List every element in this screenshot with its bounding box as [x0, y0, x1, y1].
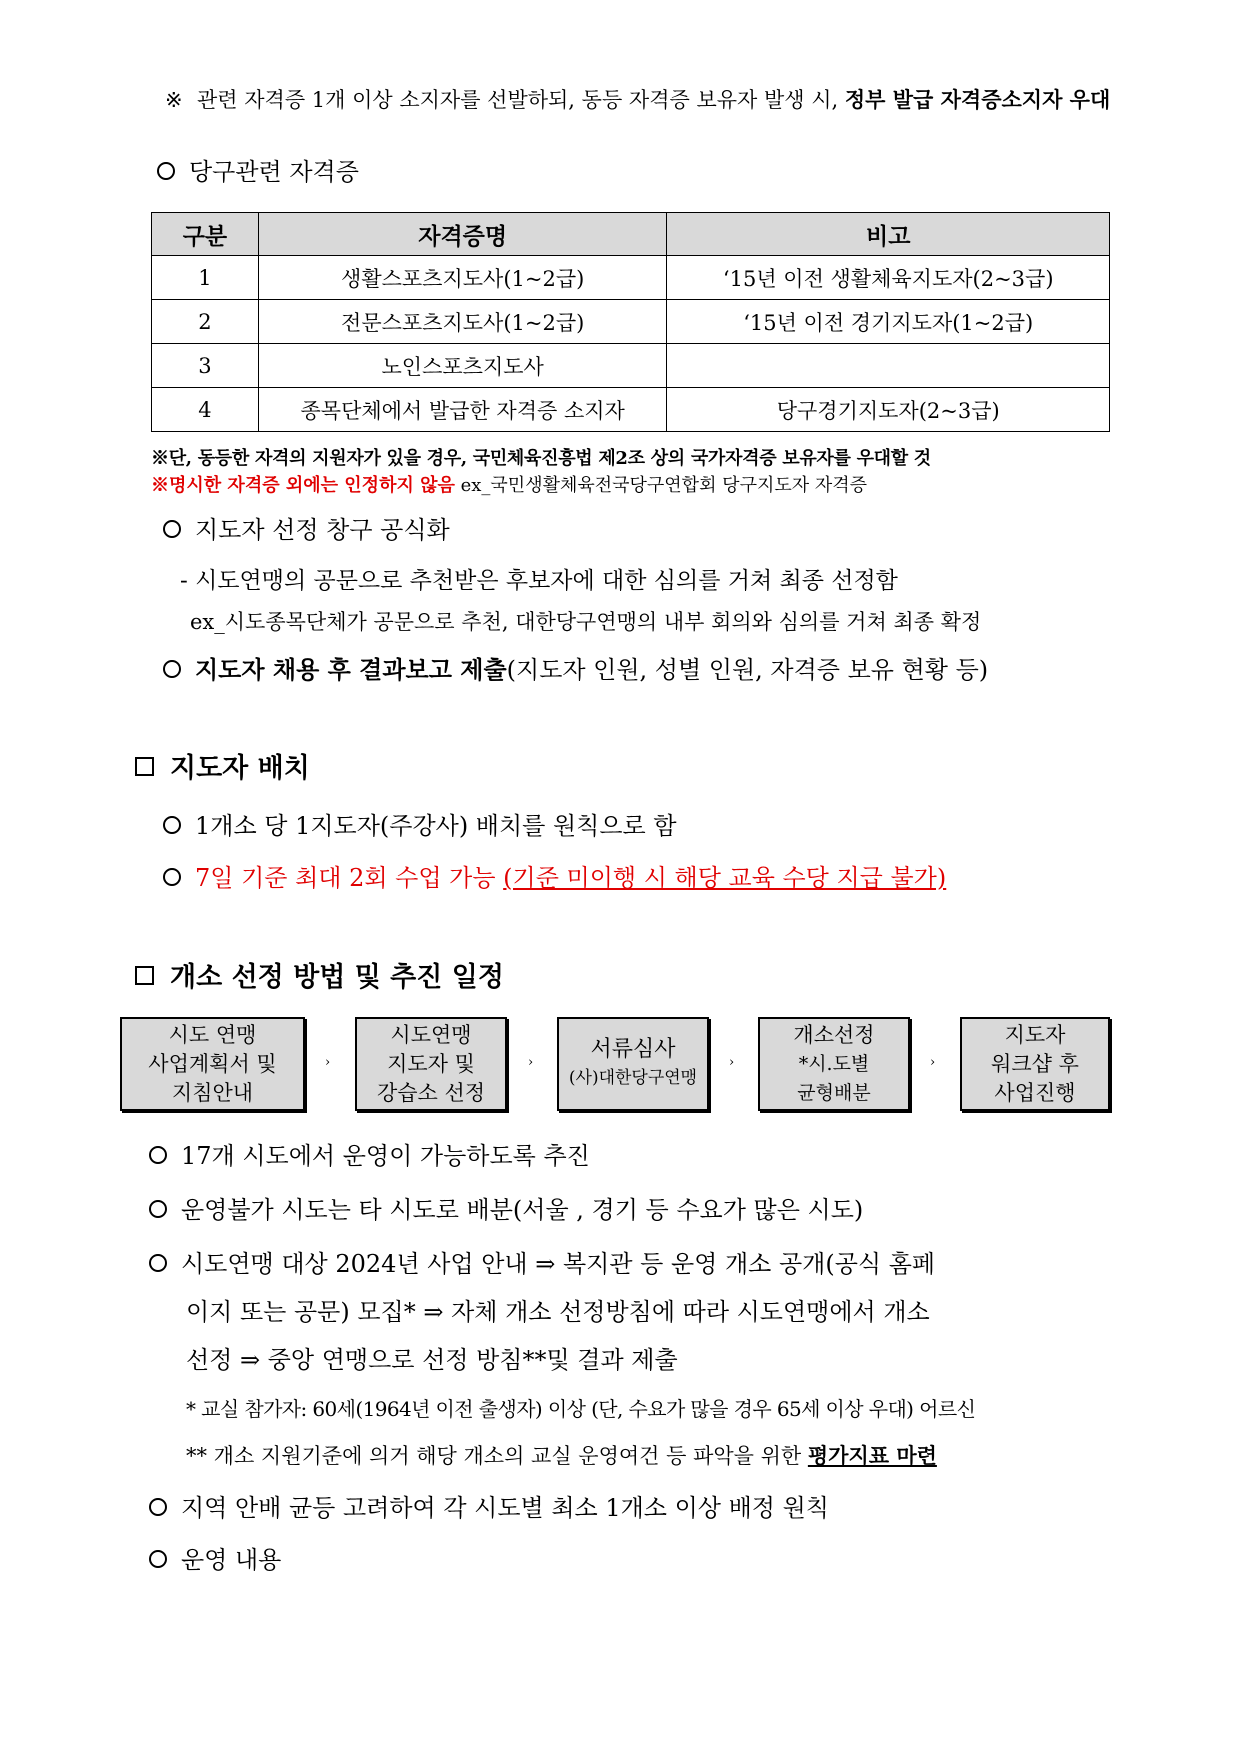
flow-text: 지도자 및	[387, 1051, 475, 1076]
flow-step-2	[355, 1017, 507, 1111]
flow-text: 사업진행	[994, 1080, 1076, 1105]
cell: 노인스포츠지도사	[258, 344, 667, 388]
table-row	[152, 388, 1110, 432]
site-item-2-text: 운영불가 시도는 타 시도로 배분(서울 , 경기 등 수요가 많은 시도)	[181, 1196, 864, 1224]
circle-bullet-icon	[149, 1200, 167, 1218]
flow-text: (사)대한당구연맹	[568, 1068, 698, 1088]
placement-item-1	[163, 806, 677, 841]
report-item	[163, 650, 988, 685]
square-bullet-icon	[135, 757, 154, 776]
flow-text: 시도연맹	[390, 1022, 472, 1047]
flow-step-5	[960, 1017, 1110, 1111]
cert-heading	[157, 152, 359, 187]
site-item-4-text: 지역 안배 균등 고려하여 각 시도별 최소 1개소 이상 배정 원칙	[181, 1494, 829, 1522]
circle-bullet-icon	[163, 520, 181, 538]
section-instructor-placement	[135, 746, 310, 785]
section-site-selection	[135, 955, 504, 994]
selection-line-2: ex_시도종목단체가 공문으로 추천, 대한당구연맹의 내부 회의와 심의를 거쳐 최종 확정	[190, 610, 982, 634]
flow-text: *시.도별	[798, 1052, 870, 1075]
circle-bullet-icon	[149, 1498, 167, 1516]
table-row	[152, 344, 1110, 388]
footnote-2	[186, 1440, 937, 1470]
cell: 3	[152, 344, 259, 388]
flow-arrow-icon: ›	[528, 1055, 534, 1070]
note-text-bold: 정부 발급 자격증소지자 우대	[844, 87, 1111, 112]
cert-table	[151, 212, 1110, 432]
circle-bullet-icon	[149, 1254, 167, 1272]
site-item-3	[149, 1244, 935, 1279]
note-not-accepted	[151, 471, 867, 497]
section-title: 개소 선정 방법 및 추진 일정	[170, 962, 504, 993]
cell: 4	[152, 388, 259, 432]
circle-bullet-icon	[157, 162, 175, 180]
site-item-5-text: 운영 내용	[181, 1546, 282, 1574]
circle-bullet-icon	[149, 1146, 167, 1164]
table-row	[152, 300, 1110, 344]
cell	[667, 344, 1110, 388]
flow-step-4	[758, 1017, 910, 1111]
cell: 당구경기지도자(2~3급)	[667, 388, 1110, 432]
section-title: 지도자 배치	[170, 753, 310, 784]
footnote-2-text: ** 개소 지원기준에 의거 해당 개소의 교실 운영여건 등 파악을 위한	[186, 1444, 808, 1468]
footnote-2-bold: 평가지표 마련	[807, 1443, 937, 1468]
circle-bullet-icon	[163, 816, 181, 834]
placement-item-2-underlined: (기준 미이행 시 해당 교육 수당 지급 불가)	[503, 864, 947, 892]
flow-arrow-icon: ›	[930, 1055, 936, 1070]
site-item-1	[149, 1136, 590, 1171]
cell: 1	[152, 256, 259, 300]
site-item-2	[149, 1190, 863, 1225]
site-item-5	[149, 1540, 281, 1575]
flow-arrow-icon: ›	[325, 1055, 331, 1070]
report-rest-text: (지도자 인원, 성별 인원, 자격증 보유 현황 등)	[506, 656, 989, 684]
cell: ‘15년 이전 생활체육지도자(2~3급)	[667, 256, 1110, 300]
site-item-1-text: 17개 시도에서 운영이 가능하도록 추진	[181, 1142, 590, 1170]
cert-table-header	[152, 213, 1110, 256]
site-item-3-line-3: 선정 ⇒ 중앙 연맹으로 선정 방침**및 결과 제출	[186, 1346, 678, 1374]
circle-bullet-icon	[149, 1550, 167, 1568]
note-text: 관련 자격증 1개 이상 소지자를 선발하되, 동등 자격증 보유자 발생 시,	[197, 88, 845, 112]
flow-text: 지도자	[1004, 1022, 1066, 1047]
site-item-3-line-1: 시도연맹 대상 2024년 사업 안내 ⇒ 복지관 등 운영 개소 공개(공식 홈페	[181, 1250, 936, 1278]
cert-heading-text: 당구관련 자격증	[189, 158, 359, 186]
note-national-cert: ※단, 동등한 자격의 지원자가 있을 경우, 국민체육진흥법 제2조 상의 국가자격증 보유자를 우대할 것	[151, 448, 931, 469]
flow-text: 시도 연맹	[168, 1022, 257, 1047]
flow-text: 지침안내	[171, 1080, 254, 1105]
square-bullet-icon	[135, 966, 154, 985]
col-header: 구분	[152, 213, 259, 256]
flow-step-1	[120, 1017, 305, 1111]
selection-heading	[163, 510, 450, 545]
report-bold-text: 지도자 채용 후 결과보고 제출	[195, 655, 507, 684]
circle-bullet-icon	[163, 868, 181, 886]
note-example-text: ex_국민생활체육전국당구연합회 당구지도자 자격증	[454, 475, 868, 496]
footnote-1: * 교실 참가자: 60세(1964년 이전 출생자) 이상 (단, 수요가 많을 경우 65세 이상 우대) 어르신	[186, 1397, 976, 1421]
flow-text: 워크샵 후	[991, 1051, 1079, 1076]
cell: 종목단체에서 발급한 자격증 소지자	[258, 388, 667, 432]
cell: 생활스포츠지도사(1~2급)	[258, 256, 667, 300]
col-header: 비고	[667, 213, 1110, 256]
col-header: 자격증명	[258, 213, 667, 256]
placement-item-1-text: 1개소 당 1지도자(주강사) 배치를 원칙으로 함	[195, 812, 677, 840]
flow-text: 개소선정	[793, 1022, 875, 1047]
flow-arrow-icon: ›	[729, 1055, 735, 1070]
circle-bullet-icon	[163, 660, 181, 678]
flow-text: 강습소 선정	[376, 1080, 486, 1105]
table-row	[152, 256, 1110, 300]
site-item-3-line-2: 이지 또는 공문) 모집* ⇒ 자체 개소 선정방침에 따라 시도연맹에서 개소	[186, 1298, 930, 1326]
placement-item-2	[163, 858, 946, 893]
cell: 2	[152, 300, 259, 344]
note-red-text: ※명시한 자격증 외에는 인정하지 않음	[151, 475, 455, 496]
site-item-4	[149, 1488, 829, 1523]
flow-step-3	[557, 1017, 709, 1111]
selection-line-1: - 시도연맹의 공문으로 추천받은 후보자에 대한 심의를 거쳐 최종 선정함	[180, 568, 898, 594]
placement-item-2-text: 7일 기준 최대 2회 수업 가능	[195, 864, 504, 892]
selection-heading-text: 지도자 선정 창구 공식화	[195, 516, 450, 544]
flow-text: 서류심사	[590, 1037, 676, 1062]
flow-text: 사업계획서 및	[148, 1051, 277, 1076]
cell: 전문스포츠지도사(1~2급)	[258, 300, 667, 344]
cell: ‘15년 이전 경기지도자(1~2급)	[667, 300, 1110, 344]
flow-text: 균형배분	[797, 1081, 871, 1104]
note-mark: ※	[165, 88, 183, 112]
top-note	[165, 84, 1125, 116]
